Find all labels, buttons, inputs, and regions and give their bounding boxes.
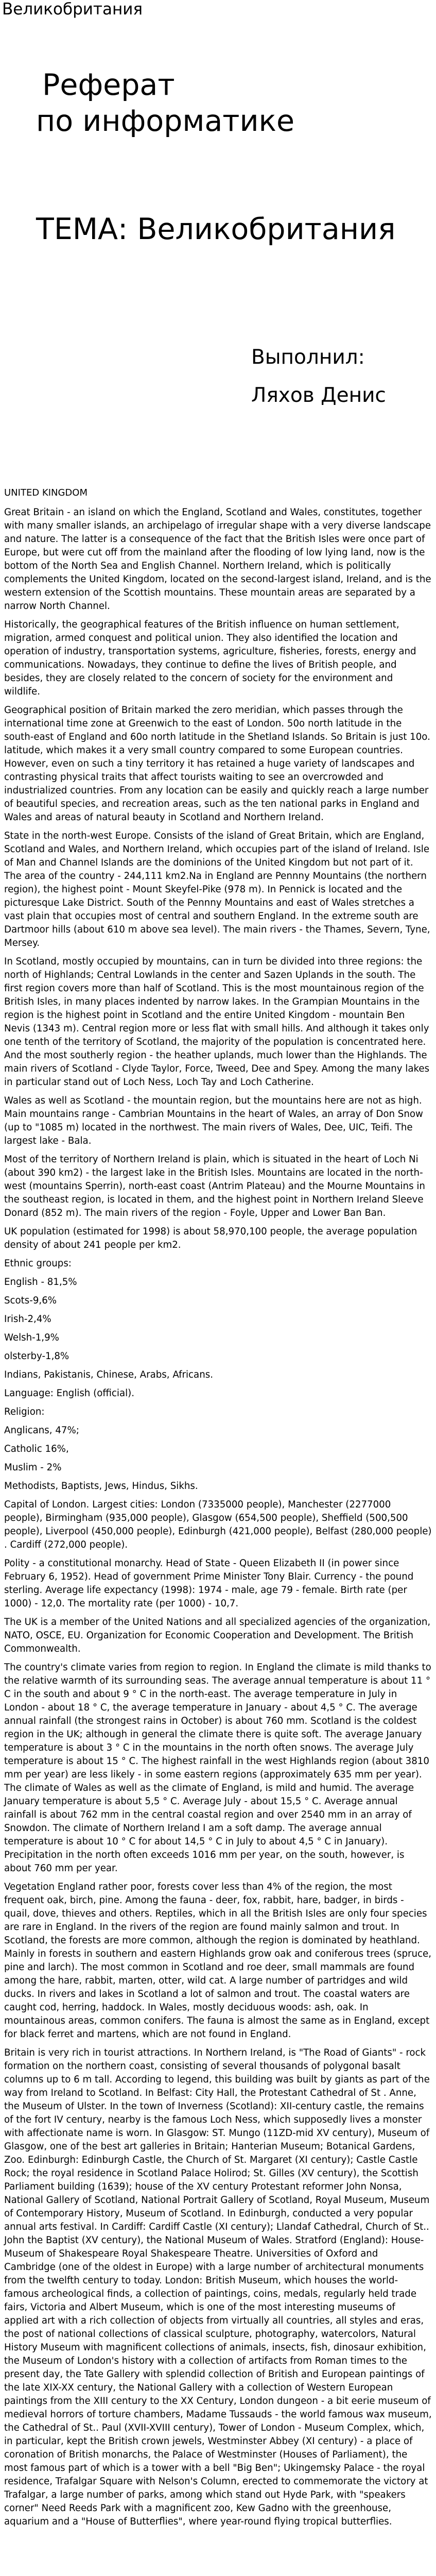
ethnic-groups-heading: Ethnic groups: [4, 1258, 72, 1269]
paragraph: The country's climate varies from region to region. In England the climate is mild thanks to the relative warmth of its surrounding seas. The average annual temperature is about 11 ° C in the south and about 9 ° C in the north-east. The average temperature in July in London - about 18 ° C, the average temperature in January - about 4,5 ° C. The average annual rainfall (the strongest rains in October) is about 760 mm. Scotland is the coldest region in the UK; although in general the climate there is quite soft. The average January temperature is about 3 ° C in the mountains in the north often snows. The average July temperature is about 15 ° C. The highest rainfall in the west Highlands region (about 3810 mm per year) are less likely - in some eastern regions (approximately 635 mm per year). The climate of Wales as well as the climate of England, is mild and humid. The average January temperature is about 5,5 ° C. Average July - about 15,5 ° C. Average annual rainfall is about 762 mm in the central coastal region and over 2540 mm in an array of Snowdon. The climate of Northern Ireland I am a soft damp. The average annual temperature is about 10 ° C for about 14,5 ° C in July to about 4,5 ° C in January). Precipitation in the north often exceeds 1016 mm per year, on the south, however, is about 760 mm per year. [4, 1662, 431, 1874]
paragraph: Wales as well as Scotland - the mountain region, but the mountains here are not as high. Main mountains range - Cambrian Mountains in the heart of Wales, an array of Don Snow (up to "1085 m) located in the northwest. The main rivers of Wales, Dee, UIC, Teifi. The largest lake - Bala. [4, 1095, 423, 1146]
paragraph: Polity - a constitutional monarchy. Head of State - Queen Elizabeth II (in power since February 6, 1952). Head of government Prime Minister Tony Blair. Currency - the pound sterling. Average life expectancy (1998): 1974 - male, age 79 - female. Birth rate (per 1000) - 12,0. The mortality rate (per 1000) - 10,7. [4, 1558, 414, 1609]
paragraph: In Scotland, mostly occupied by mountains, can in turn be divided into three regions: the north of Highlands; Central Lowlands in the center and Sazen Uplands in the south. The first region covers more than half of Scotland. This is the most mountainous region of the British Isles, in many places indented by narrow lakes. In the Grampian Mountains in the region is the highest point in Scotland and the entire United Kingdom - mountain Ben Nevis (1343 m). Central region more or less flat with small hills. And although it takes only one tenth of the territory of Scotland, the majority of the population is concentrated here. And the most southerly region - the heather uplands, much lower than the Highlands. The main rivers of Scotland - Clyde Taylor, Force, Tweed, Dee and Spey. Among the many lakes in particular stand out of Loch Ness, Loch Tay and Loch Catherine. [4, 956, 430, 1088]
paragraph: Britain is very rich in tourist attractions. In Northern Ireland, is "The Road of Giants" - rock formation on the northern coast, consisting of several thousands of polygonal basalt columns up to 6 m tall. According to legend, this building was built by giants as part of the way from Ireland to Scotland. In Belfast: City Hall, the Protestant Cathedral of St . Anne, the Museum of Ulster. In the town of Inverness (Scotland): XII-century castle, the remains of the fort IV century, nearby is the famous Loch Ness, which supposedly lives a monster with affectionate name is worn. In Glasgow: ST. Mungo (11ZD-mid XV century), Museum of Glasgow, one of the best art galleries in Britain; Hanterian Museum; Botanical Gardens, Zoo. Edinburgh: Edinburgh Castle, the Church of St. Margaret (XI century); Castle Castle Rock; the royal residence in Scotland Palace Holirod; St. Gilles (XV century), the Scottish Parliament building (1639); house of the XV century Protestant reformer John Nonsa, National Gallery of Scotland, National Portrait Gallery of Scotland, Royal Museum, Museum of Contemporary History, Museum of Scotland. In Edinburgh, conducted a very popular annual arts festival. In Cardiff: Cardiff Castle (XI century); Llandaf Cathedral, Church of St.. John the Baptist (XV century), the National Museum of Wales. Stratford (England): House-Museum of Shakespeare Royal Shakespeare Theatre. Universities of Oxford and Cambridge (one of the oldest in Europe) with a large number of architectural monuments from the twelfth century to today. London: British Museum, which houses the world-famous archeological finds, a collection of paintings, coins, medals, regularly held trade fairs, Victoria and Albert Museum, which is one of the most interesting museums of applied art with a rich collection of objects from virtually all countries, all styles and eras, the post of national collections of classical sculpture, photography, watercolors, Natural History Museum with magnificent collections of animals, insects, fish, dinosaur exhibition, the Museum of London's history with a collection of artifacts from Roman times to the present day, the Tate Gallery with splendid collection of British and European paintings of the late XIX-XX century, the National Gallery with a collection of Western European paintings from the XIII century to the XX Century, London dungeon - a bit eerie museum of medieval horrors of torture chambers, Madame Tussauds - the world famous wax museum, the Cathedral of St.. Paul (XVII-XVIII century), Tower of London - Museum Complex, which, in particular, kept the British crown jewels, Westminster Abbey (XI century) - a place of coronation of British monarchs, the Palace of Westminster (Houses of Parliament), the most famous part of which is a tower with a bell "Big Ben"; Ukingemsky Palace - the royal residence, Trafalgar Square with Nelson's Column, erected to commemorate the victory at Trafalgar, a large number of parks, among which stand out Hyde Park, with "speakers corner" Need Reeds Park with a magnificent zoo, Kew Gadno with the greenhouse, aquarium and a "House of Butterflies", where year-round flying tropical butterflies. [4, 2047, 432, 2527]
paragraph: Geographical position of Britain marked the zero meridian, which passes through the international time zone at Greenwich to the east of London. 50o north latitude in the south-east of England and 60o north latitude in the Shetland Islands. So Britain is just 10o. latitude, which makes it a very small country compared to some European countries. However, even on such a tiny territory it has retained a huge variety of landscapes and contrasting physical traits that affect tourists waiting to see an overcrowded and industrialized countries. From any location can be easily and quickly reach a large number of beautiful species, and recreation areas, such as the ten national parks in England and Wales and areas of natural beauty in Scotland and Northern Ireland. [4, 705, 430, 823]
essay-title: Реферат [42, 68, 175, 102]
paragraph: UK population (estimated for 1998) is about 58,970,100 people, the average population density of about 241 people per km2. [4, 1226, 417, 1250]
section-heading: UNITED KINGDOM [4, 487, 88, 498]
ethnic-group-item: Indians, Pakistanis, Chinese, Arabs, Africans. [4, 1369, 213, 1380]
paragraph: State in the north-west Europe. Consists of the island of Great Britain, which are England, Scotland and Wales, and Northern Ireland, which occupies part of the island of Ireland. Isle of Man and Channel Islands are the dominions of the United Kingdom but not part of it. The area of the country - 244,111 km2.Na in England are Pennny Mountains (the northern region), the highest point - Mount Skeyfel-Pike (978 m). In Pennick is located and the picturesque Lake District. South of the Pennny Mountains and east of Wales stretches a vast plain that occupies most of central and southern England. In the extreme south are Dartmoor hills (about 610 m above sea level). The main rivers - the Thames, Severn, Tyne, Mersey. [4, 831, 430, 948]
essay-subtitle: по информатике [36, 104, 295, 138]
ethnic-group-item: olsterby-1,8% [4, 1351, 69, 1362]
paragraph: Capital of London. Largest cities: London (7335000 people), Manchester (2277000 people), Birmingham (935,000 people), Glasgow (654,500 people), Sheffield (500,500 people), Liverpool (450,000 people), Edinburgh (421,000 people), Belfast (280,000 people) . Cardiff (272,000 people). [4, 1499, 432, 1550]
religion-item: Catholic 16%, [4, 1444, 69, 1454]
religion-item: Anglicans, 47%; [4, 1425, 79, 1436]
language-line: Language: English (official). [4, 1388, 135, 1399]
ethnic-group-item: Irish-2,4% [4, 1314, 51, 1325]
paragraph: Great Britain - an island on which the England, Scotland and Wales, constitutes, together with many smaller islands, an archipelago of irregular shape with a very diverse landscape and nature. The latter is a consequence of the fact that the British Isles were once part of Europe, but were cut off from the mainland after the flooding of low lying land, now is the bottom of the North Sea and English Channel. Northern Ireland, which is politically complements the United Kingdom, located on the second-largest island, Ireland, and is the western extension of the Scottish mountains. These mountain areas are separated by a narrow North Channel. [4, 507, 431, 612]
author-name: Ляхов Денис [251, 384, 386, 407]
essay-topic: ТЕМА: Великобритания [36, 212, 396, 246]
paragraph: Historically, the geographical features of the British influence on human settlement, migration, armed conquest and political union. They also identified the location and operation of industry, transportation systems, agriculture, fisheries, forests, energy and communications. Nowadays, they continue to define the lives of British people, and besides, they are closely related to the concern of society for the environment and wildlife. [4, 619, 416, 697]
site-title: Великобритания [2, 0, 143, 19]
article-body [0, 506, 436, 2529]
paragraph: The UK is a member of the United Nations and all specialized agencies of the organization, NATO, OSCE, EU. Organization for Economic Cooperation and Development. The British Commonwealth. [4, 1617, 431, 1654]
paragraph: Vegetation England rather poor, forests cover less than 4% of the region, the most frequent oak, birch, pine. Among the fauna - deer, fox, rabbit, hare, badger, in birds - quail, dove, thieves and others. Reptiles, which in all the British Isles are only four species are rare in England. In the rivers of the region are found mainly salmon and trout. In Scotland, the forests are more common, although the region is dominated by heathland. Mainly in forests in southern and eastern Highlands grow oak and coniferous trees (spruce, pine and larch). The most common in Scotland and roe deer, small mammals are found among the hare, rabbit, marten, otter, wild cat. A large number of partridges and wild ducks. In rivers and lakes in Scotland a lot of salmon and trout. The coastal waters are caught cod, herring, haddock. In Wales, mostly deciduous woods: ash, oak. In mountainous areas, common conifers. The fauna is almost the same as in England, except for black ferret and martens, which are not found in England. [4, 1882, 431, 2040]
paragraph: Most of the territory of Northern Ireland is plain, which is situated in the heart of Loch Ni (about 390 km2) - the largest lake in the British Isles. Mountains are located in the north-west (mountains Sperrin), north-east coast (Antrim Plateau) and the Mourne Mountains in the southeast region, is located in them, and the highest point in Northern Ireland Sleeve Donard (852 m). The main rivers of the region - Foyle, Upper and Lower Ban Ban. [4, 1154, 425, 1218]
ethnic-group-item: English - 81,5% [4, 1277, 77, 1287]
religion-heading: Religion: [4, 1406, 45, 1417]
ethnic-group-item: Scots-9,6% [4, 1295, 57, 1306]
religion-item: Methodists, Baptists, Jews, Hindus, Sikhs. [4, 1481, 198, 1492]
religion-item: Muslim - 2% [4, 1462, 62, 1473]
ethnic-group-item: Welsh-1,9% [4, 1332, 59, 1343]
author-label: Выполнил: [251, 346, 365, 369]
